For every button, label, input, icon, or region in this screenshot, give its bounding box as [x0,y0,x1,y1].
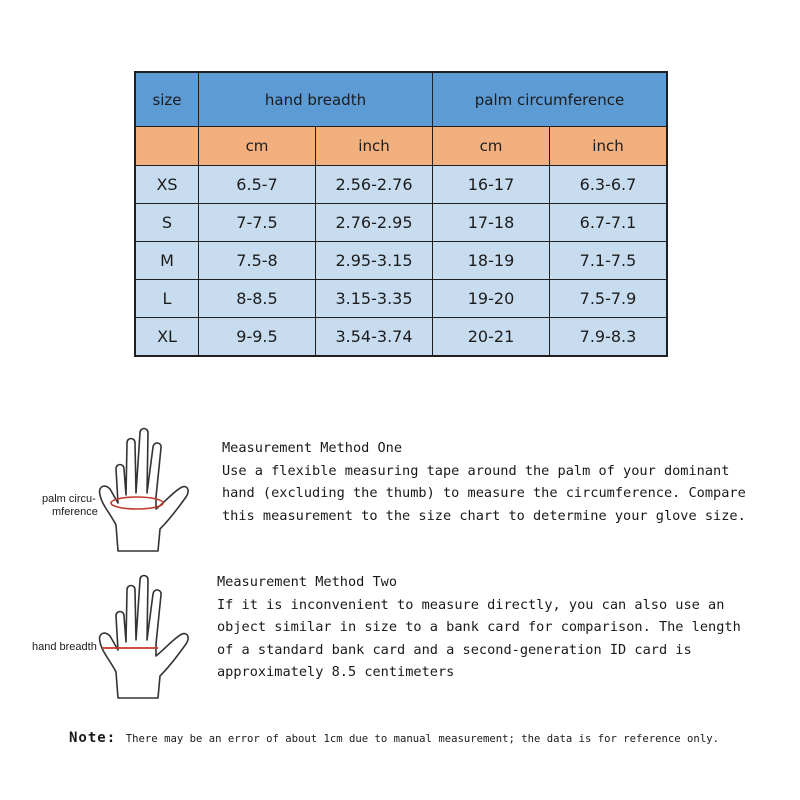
cell-hb-inch: 3.15-3.35 [316,280,433,318]
cell-pc-cm: 19-20 [433,280,550,318]
cell-hb-cm: 9-9.5 [199,318,316,357]
method-one-title: Measurement Method One [222,440,403,456]
table-header-row [135,72,667,127]
hand-outline-icon [90,572,200,702]
note-text: There may be an error of about 1cm due to manual measurement; the data is for reference only. [125,733,719,745]
cell-size: S [135,204,199,242]
palm-label-line-1: palm circu- [42,493,96,505]
cell-size: M [135,242,199,280]
cell-pc-cm: 17-18 [433,204,550,242]
cell-size: L [135,280,199,318]
cell-hb-cm: 6.5-7 [199,166,316,204]
method-one-body: Use a flexible measuring tape around the palm of your dominant hand (excluding the thumb) to measure the circumference. Compare this measurement to the size chart to determine your glove size. [222,462,746,524]
cell-pc-inch: 7.5-7.9 [550,280,668,318]
size-chart-table [134,71,668,357]
cell-hb-cm: 7.5-8 [199,242,316,280]
cell-hb-inch: 3.54-3.74 [316,318,433,357]
hand-outline-icon [90,425,200,555]
palm-label-line-2: mference [52,506,98,518]
cell-pc-inch: 7.9-8.3 [550,318,668,357]
cell-size: XS [135,166,199,204]
cell-pc-inch: 7.1-7.5 [550,242,668,280]
cell-hb-inch: 2.95-3.15 [316,242,433,280]
cell-pc-cm: 20-21 [433,318,550,357]
cell-pc-inch: 6.3-6.7 [550,166,668,204]
header-palm-circumference: palm circumference [433,72,668,127]
cell-pc-inch: 6.7-7.1 [550,204,668,242]
unit-pc-inch: inch [550,127,668,166]
method-one-text [222,437,762,527]
unit-blank [135,127,199,166]
table-row [135,280,667,318]
unit-hb-inch: inch [316,127,433,166]
cell-pc-cm: 16-17 [433,166,550,204]
table-row [135,204,667,242]
note [69,727,719,746]
table-unit-row [135,127,667,166]
cell-pc-cm: 18-19 [433,242,550,280]
header-hand-breadth: hand breadth [199,72,433,127]
cell-hb-inch: 2.56-2.76 [316,166,433,204]
note-label: Note: [69,730,117,746]
hand-breadth-label: hand breadth [32,641,97,653]
cell-size: XL [135,318,199,357]
unit-hb-cm: cm [199,127,316,166]
unit-pc-cm: cm [433,127,550,166]
table-row [135,242,667,280]
cell-hb-inch: 2.76-2.95 [316,204,433,242]
cell-hb-cm: 7-7.5 [199,204,316,242]
cell-hb-cm: 8-8.5 [199,280,316,318]
palm-circumference-label [42,493,98,519]
header-size: size [135,72,199,127]
table-row [135,166,667,204]
method-two-text [217,571,757,689]
method-two-body: If it is inconvenient to measure directly, you can also use an object similar in size to a bank card for comparison. The length of a standard bank card and a second-generation ID card is approximately 8.5 centimeters [217,596,741,680]
method-two-title: Measurement Method Two [217,574,398,590]
table-row [135,318,667,357]
